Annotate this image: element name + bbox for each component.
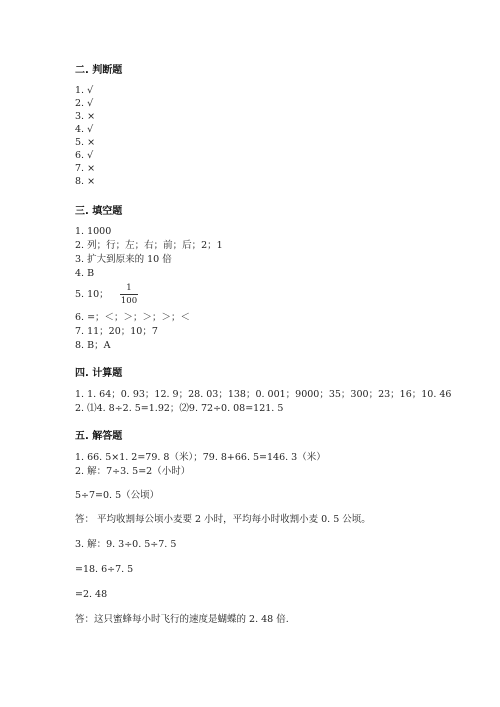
fill-answer-6: 6. =；＜；＞；＞；＞；＜ — [75, 312, 191, 323]
judgement-answer-5: 5. × — [75, 137, 96, 148]
judgement-answer-4: 4. √ — [75, 124, 94, 135]
fraction-numerator: 1 — [126, 283, 132, 293]
solution-2-step-1: 2. 解：7÷3. 5=2（小时） — [75, 466, 191, 477]
fill-answer-1: 1. 1000 — [75, 226, 112, 237]
solution-3-step-1: 3. 解：9. 3÷0. 5÷7. 5 — [75, 539, 177, 550]
fraction-denominator: 100 — [120, 296, 138, 306]
judgement-answer-8: 8. × — [75, 176, 96, 187]
solution-3-step-2: =18. 6÷7. 5 — [75, 564, 134, 575]
calc-answer-2: 2. ⑴4. 8÷2. 5=1.92；⑵9. 72÷0. 08=121. 5 — [75, 403, 284, 414]
calc-answer-1: 1. 1. 64；0. 93；12. 9；28. 03；138；0. 001；9000；35；300；23；16；10. 46 — [75, 389, 452, 400]
judgement-answer-7: 7. × — [75, 163, 96, 174]
fraction-bar — [120, 294, 138, 295]
solution-2-answer: 答： 平均收割每公顷小麦要 2 小时，平均每小时收割小麦 0. 5 公顷。 — [75, 514, 371, 525]
fill-answer-7: 7. 11；20；10；7 — [75, 326, 158, 337]
solution-1: 1. 66. 5×1. 2=79. 8（米）；79. 8+66. 5=146. 3（米） — [75, 452, 326, 463]
judgement-answer-3: 3. × — [75, 111, 96, 122]
solution-3-answer: 答：这只蜜蜂每小时飞行的速度是蝴蝶的 2. 48 倍. — [75, 614, 289, 625]
section-2-title: 二. 判断题 — [75, 65, 123, 76]
section-3-title: 三. 填空题 — [75, 206, 123, 217]
solution-2-step-2: 5÷7=0. 5（公顷） — [75, 490, 160, 501]
fill-answer-5-fraction — [120, 283, 138, 306]
section-5-title: 五. 解答题 — [75, 431, 123, 442]
fill-answer-3: 3. 扩大到原来的 10 倍 — [75, 254, 172, 265]
judgement-answer-6: 6. √ — [75, 150, 94, 161]
judgement-answer-2: 2. √ — [75, 98, 94, 109]
fill-answer-8: 8. B；A — [75, 340, 111, 351]
fill-answer-4: 4. B — [75, 268, 95, 279]
fill-answer-5-prefix: 5. 10； — [75, 289, 109, 300]
judgement-answer-1: 1. √ — [75, 85, 94, 96]
section-4-title: 四. 计算题 — [75, 368, 123, 379]
solution-3-step-3: =2. 48 — [75, 589, 108, 600]
fill-answer-2: 2. 列；行；左；右；前；后；2；1 — [75, 240, 223, 251]
